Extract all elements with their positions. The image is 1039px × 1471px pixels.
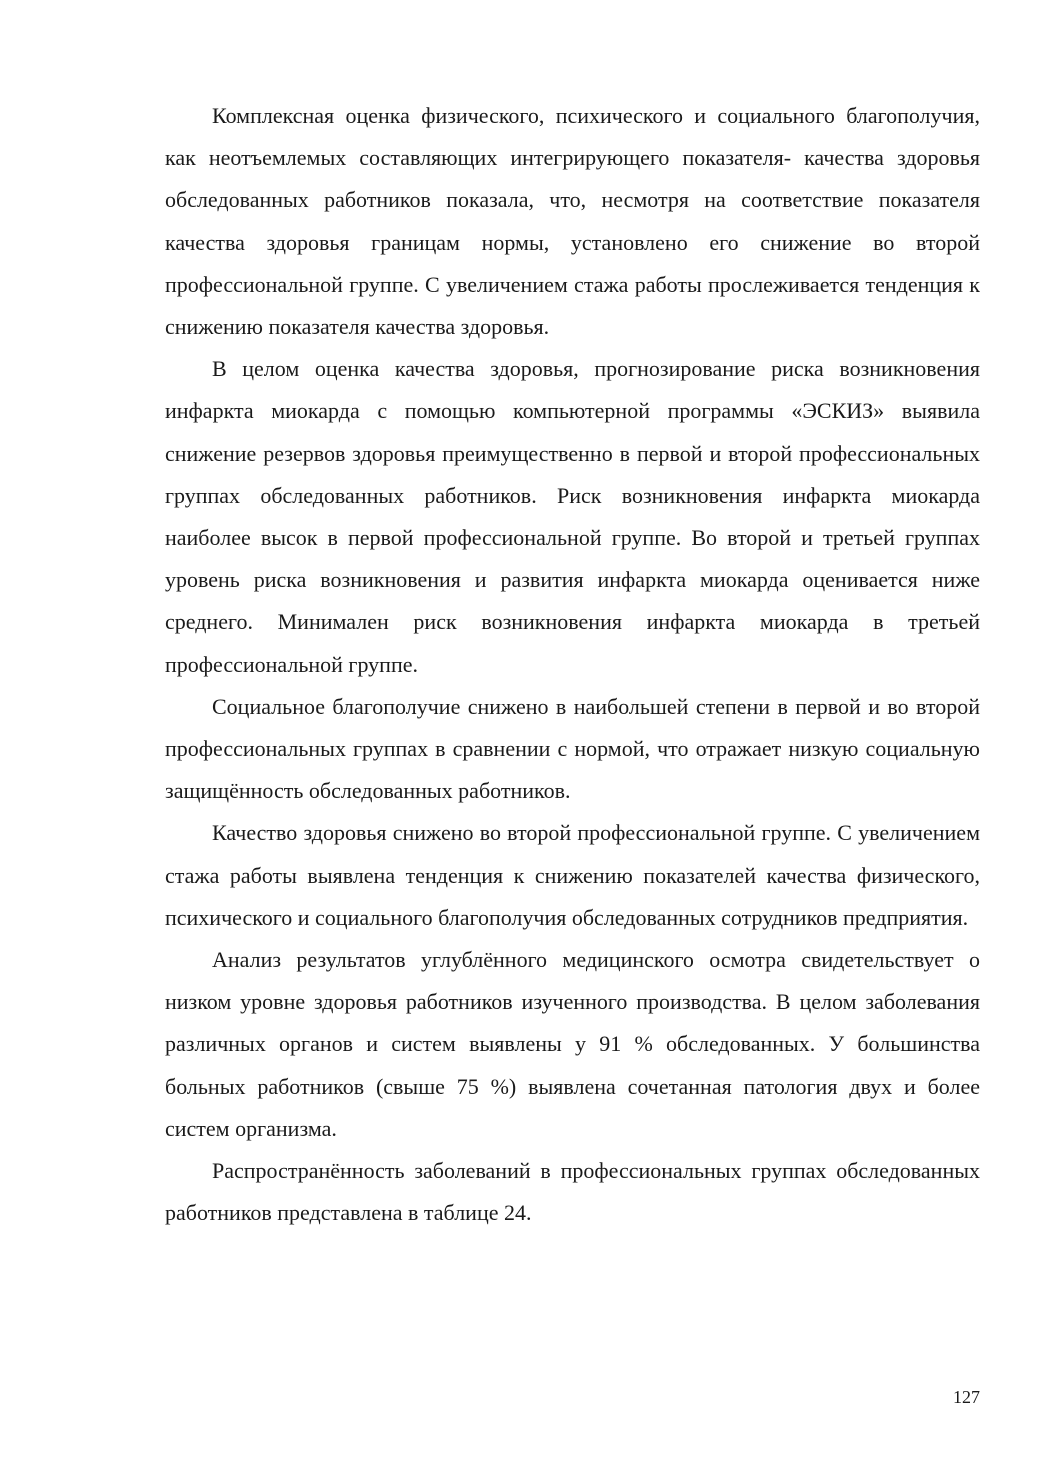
paragraph-health-quality: Качество здоровья снижено во второй профессиональной группе. С увеличением стажа работы выявлена тенденция к снижению показателей качества физического, психического и социального благополучия обследованных сотрудников предприятия.: [165, 820, 980, 930]
page-number: 127: [953, 1387, 980, 1407]
text-body: [165, 95, 980, 1234]
paragraph-disease-prevalence: Распространённость заболеваний в профессиональных группах обследованных работников представлена в таблице 24.: [165, 1158, 980, 1226]
paragraph-medical-exam: Анализ результатов углублённого медицинского осмотра свидетельствует о низком уровне здоровья работников изученного производства. В целом заболевания различных органов и систем выявлены у 91 % обследованных. У большинства больных работников (свыше 75 %) выявлена сочетанная патология двух и более систем организма.: [165, 947, 980, 1141]
paragraph-infarction-risk: В целом оценка качества здоровья, прогнозирование риска возникновения инфаркта миокарда с помощью компьютерной программы «ЭСКИЗ» выявила снижение резервов здоровья преимущественно в первой и второй профессиональных группах обследованных работников. Риск возникновения инфаркта миокарда наиболее высок в первой профессиональной группе. Во второй и третьей группах уровень риска возникновения и развития инфаркта миокарда оценивается ниже среднего. Минимален риск возникновения инфаркта миокарда в третьей профессиональной группе.: [165, 356, 980, 677]
paragraph-social-wellbeing: Социальное благополучие снижено в наибольшей степени в первой и во второй профессиональных группах в сравнении с нормой, что отражает низкую социальную защищённость обследованных работников.: [165, 693, 980, 804]
paragraph-quality-assessment: Комплексная оценка физического, психического и социального благополучия, как неотъемлемых составляющих интегрирующего показателя- качества здоровья обследованных работников показала, что, несмотря на соответствие показателя качества здоровья границам нормы, установлено его снижение во второй профессиональной группе. С увеличением стажа работы прослеживается тенденция к снижению показателя качества здоровья.: [165, 103, 980, 340]
